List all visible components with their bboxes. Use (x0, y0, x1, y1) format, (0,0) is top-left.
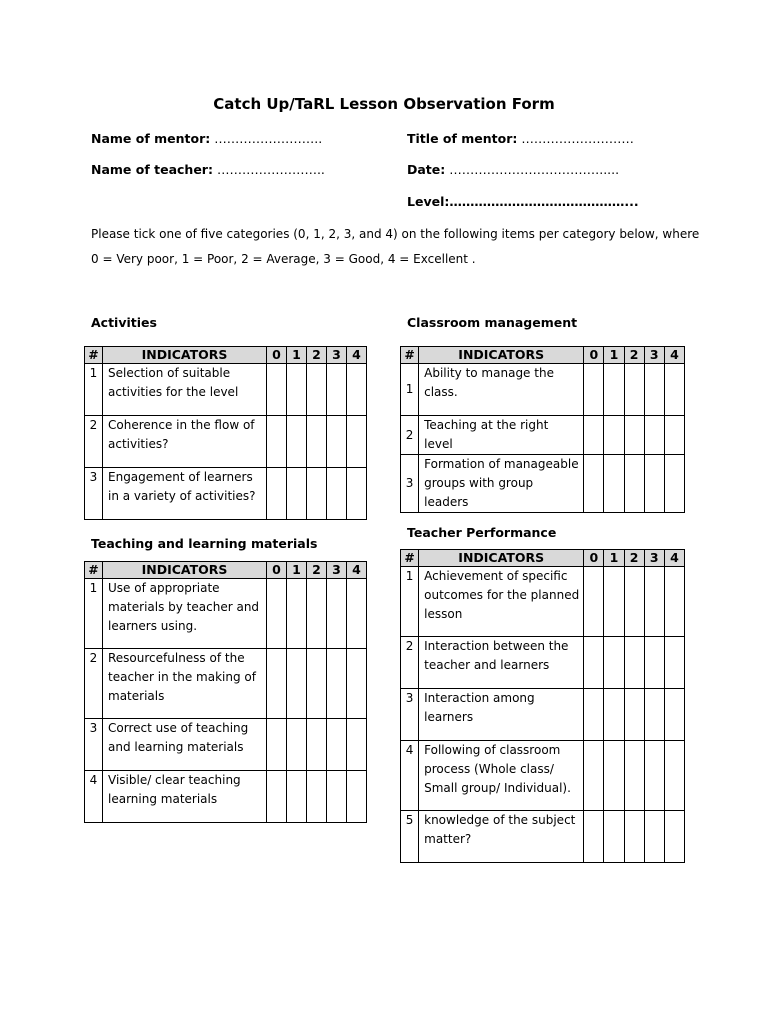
table-row (85, 719, 367, 771)
score-cell-2[interactable] (624, 416, 644, 455)
header-score-3: 3 (327, 562, 347, 579)
row-number: 3 (401, 455, 419, 513)
header-score-0: 0 (584, 550, 604, 567)
table-row (401, 689, 685, 741)
score-cell-3[interactable] (327, 468, 347, 520)
header-score-1: 1 (604, 347, 624, 364)
level-blank[interactable]: ……………………………………... (449, 194, 639, 209)
score-cell-4[interactable] (664, 567, 684, 637)
score-cell-1[interactable] (287, 468, 307, 520)
indicator-text: Formation of manageable groups with group leaders (419, 455, 584, 513)
header-indicators: INDICATORS (103, 347, 267, 364)
score-cell-0[interactable] (584, 811, 604, 863)
activities-table (84, 346, 367, 520)
score-cell-4[interactable] (347, 416, 367, 468)
header-num: # (401, 347, 419, 364)
table-row (401, 741, 685, 811)
table-header-row (401, 550, 685, 567)
teacher-name-label: Name of teacher: (91, 162, 213, 177)
score-cell-2[interactable] (624, 811, 644, 863)
row-number: 4 (401, 741, 419, 811)
header-score-0: 0 (267, 347, 287, 364)
level-label: Level: (407, 194, 450, 209)
table-header-row (85, 347, 367, 364)
score-cell-4[interactable] (347, 649, 367, 719)
score-cell-3[interactable] (644, 416, 664, 455)
score-cell-1[interactable] (287, 771, 307, 823)
score-cell-2[interactable] (307, 649, 327, 719)
indicator-text: Ability to manage the class. (419, 364, 584, 416)
classroom-title: Classroom management (407, 315, 578, 330)
table-header-row (85, 562, 367, 579)
score-cell-0[interactable] (584, 637, 604, 689)
row-number: 1 (401, 567, 419, 637)
score-cell-2[interactable] (624, 689, 644, 741)
score-cell-1[interactable] (287, 364, 307, 416)
score-cell-1[interactable] (287, 579, 307, 649)
score-cell-0[interactable] (584, 455, 604, 513)
mentor-name-field[interactable] (91, 131, 322, 146)
header-indicators: INDICATORS (419, 550, 584, 567)
table-header-row (401, 347, 685, 364)
header-score-2: 2 (624, 550, 644, 567)
row-number: 2 (401, 637, 419, 689)
date-label: Date: (407, 162, 446, 177)
header-score-4: 4 (347, 562, 367, 579)
mentor-title-blank[interactable]: ……………………… (517, 131, 634, 146)
indicator-text: Visible/ clear teaching learning materials (103, 771, 267, 823)
form-title: Catch Up/TaRL Lesson Observation Form (213, 95, 555, 113)
row-number: 1 (85, 579, 103, 649)
classroom-table (400, 346, 685, 513)
mentor-title-field[interactable] (407, 131, 634, 146)
header-score-3: 3 (327, 347, 347, 364)
header-score-4: 4 (664, 550, 684, 567)
score-cell-2[interactable] (624, 364, 644, 416)
score-cell-4[interactable] (664, 637, 684, 689)
mentor-name-blank[interactable]: …………………….. (210, 131, 323, 146)
instructions-line-1: Please tick one of five categories (0, 1, 2, 3, and 4) on the following items per category below, where (91, 227, 700, 241)
score-cell-0[interactable] (584, 689, 604, 741)
score-cell-2[interactable] (624, 637, 644, 689)
indicator-text: Coherence in the flow of activities? (103, 416, 267, 468)
teacher-name-field[interactable] (91, 162, 325, 177)
row-number: 1 (401, 364, 419, 416)
score-cell-3[interactable] (327, 719, 347, 771)
header-score-3: 3 (644, 550, 664, 567)
score-cell-3[interactable] (644, 811, 664, 863)
header-num: # (85, 562, 103, 579)
score-cell-0[interactable] (584, 364, 604, 416)
score-cell-3[interactable] (644, 689, 664, 741)
indicator-text: Resourcefulness of the teacher in the making of materials (103, 649, 267, 719)
score-cell-0[interactable] (584, 416, 604, 455)
header-num: # (85, 347, 103, 364)
score-cell-0[interactable] (267, 416, 287, 468)
header-num: # (401, 550, 419, 567)
score-cell-0[interactable] (267, 649, 287, 719)
header-score-1: 1 (604, 550, 624, 567)
table-row (401, 455, 685, 513)
score-cell-1[interactable] (287, 719, 307, 771)
score-cell-3[interactable] (644, 364, 664, 416)
indicator-text: Selection of suitable activities for the level (103, 364, 267, 416)
date-field[interactable] (407, 162, 619, 177)
score-cell-1[interactable] (604, 567, 624, 637)
score-cell-2[interactable] (624, 567, 644, 637)
header-score-1: 1 (287, 347, 307, 364)
table-row (401, 364, 685, 416)
header-score-2: 2 (624, 347, 644, 364)
row-number: 3 (401, 689, 419, 741)
level-field[interactable] (407, 194, 639, 209)
table-row (85, 649, 367, 719)
score-cell-1[interactable] (287, 649, 307, 719)
score-cell-3[interactable] (644, 637, 664, 689)
score-cell-3[interactable] (644, 455, 664, 513)
table-row (85, 579, 367, 649)
score-cell-4[interactable] (664, 364, 684, 416)
score-cell-0[interactable] (267, 468, 287, 520)
indicator-text: Following of classroom process (Whole class/ Small group/ Individual). (419, 741, 584, 811)
score-cell-4[interactable] (664, 689, 684, 741)
score-cell-0[interactable] (584, 741, 604, 811)
header-score-2: 2 (307, 562, 327, 579)
performance-title: Teacher Performance (407, 525, 557, 540)
indicator-text: Achievement of specific outcomes for the planned lesson (419, 567, 584, 637)
score-cell-1[interactable] (604, 455, 624, 513)
score-cell-1[interactable] (604, 416, 624, 455)
date-blank[interactable]: ………………………………..... (445, 162, 620, 177)
table-row (85, 416, 367, 468)
row-number: 3 (85, 719, 103, 771)
score-cell-3[interactable] (327, 579, 347, 649)
indicator-text: Teaching at the right level (419, 416, 584, 455)
score-cell-2[interactable] (624, 455, 644, 513)
score-cell-1[interactable] (604, 811, 624, 863)
table-row (85, 771, 367, 823)
score-cell-4[interactable] (347, 579, 367, 649)
score-cell-2[interactable] (307, 416, 327, 468)
score-cell-1[interactable] (287, 416, 307, 468)
row-number: 2 (401, 416, 419, 455)
table-row (401, 811, 685, 863)
score-cell-4[interactable] (347, 364, 367, 416)
score-cell-1[interactable] (604, 364, 624, 416)
score-cell-2[interactable] (307, 771, 327, 823)
row-number: 1 (85, 364, 103, 416)
row-number: 4 (85, 771, 103, 823)
score-cell-3[interactable] (327, 649, 347, 719)
table-row (85, 468, 367, 520)
score-cell-0[interactable] (267, 719, 287, 771)
score-cell-2[interactable] (307, 468, 327, 520)
activities-title: Activities (91, 315, 157, 330)
header-score-0: 0 (584, 347, 604, 364)
table-row (401, 567, 685, 637)
score-cell-0[interactable] (584, 567, 604, 637)
header-score-3: 3 (644, 347, 664, 364)
row-number: 5 (401, 811, 419, 863)
materials-table (84, 561, 367, 823)
indicator-text: Use of appropriate materials by teacher and learners using. (103, 579, 267, 649)
header-score-2: 2 (307, 347, 327, 364)
score-cell-4[interactable] (347, 771, 367, 823)
score-cell-4[interactable] (347, 719, 367, 771)
score-cell-4[interactable] (664, 455, 684, 513)
score-cell-1[interactable] (604, 689, 624, 741)
indicator-text: Interaction among learners (419, 689, 584, 741)
header-indicators: INDICATORS (103, 562, 267, 579)
indicator-text: Interaction between the teacher and learners (419, 637, 584, 689)
header-score-1: 1 (287, 562, 307, 579)
header-score-4: 4 (347, 347, 367, 364)
score-cell-0[interactable] (267, 364, 287, 416)
score-cell-3[interactable] (644, 741, 664, 811)
score-cell-4[interactable] (664, 416, 684, 455)
score-cell-3[interactable] (327, 364, 347, 416)
score-cell-3[interactable] (327, 771, 347, 823)
row-number: 3 (85, 468, 103, 520)
score-cell-2[interactable] (307, 364, 327, 416)
indicator-text: Correct use of teaching and learning materials (103, 719, 267, 771)
score-cell-1[interactable] (604, 637, 624, 689)
indicator-text: Engagement of learners in a variety of activities? (103, 468, 267, 520)
row-number: 2 (85, 649, 103, 719)
header-indicators: INDICATORS (419, 347, 584, 364)
score-cell-0[interactable] (267, 579, 287, 649)
table-row (401, 637, 685, 689)
score-cell-0[interactable] (267, 771, 287, 823)
score-cell-4[interactable] (664, 741, 684, 811)
score-cell-3[interactable] (644, 567, 664, 637)
indicator-text: knowledge of the subject matter? (419, 811, 584, 863)
mentor-title-label: Title of mentor: (407, 131, 518, 146)
instructions-line-2: 0 = Very poor, 1 = Poor, 2 = Average, 3 = Good, 4 = Excellent . (91, 252, 476, 266)
teacher-name-blank[interactable]: …………………….. (212, 162, 325, 177)
row-number: 2 (85, 416, 103, 468)
header-score-0: 0 (267, 562, 287, 579)
score-cell-4[interactable] (664, 811, 684, 863)
score-cell-4[interactable] (347, 468, 367, 520)
score-cell-2[interactable] (624, 741, 644, 811)
score-cell-1[interactable] (604, 741, 624, 811)
table-row (401, 416, 685, 455)
header-score-4: 4 (664, 347, 684, 364)
mentor-name-label: Name of mentor: (91, 131, 211, 146)
performance-table (400, 549, 685, 863)
score-cell-2[interactable] (307, 579, 327, 649)
table-row (85, 364, 367, 416)
score-cell-3[interactable] (327, 416, 347, 468)
materials-title: Teaching and learning materials (91, 536, 318, 551)
score-cell-2[interactable] (307, 719, 327, 771)
